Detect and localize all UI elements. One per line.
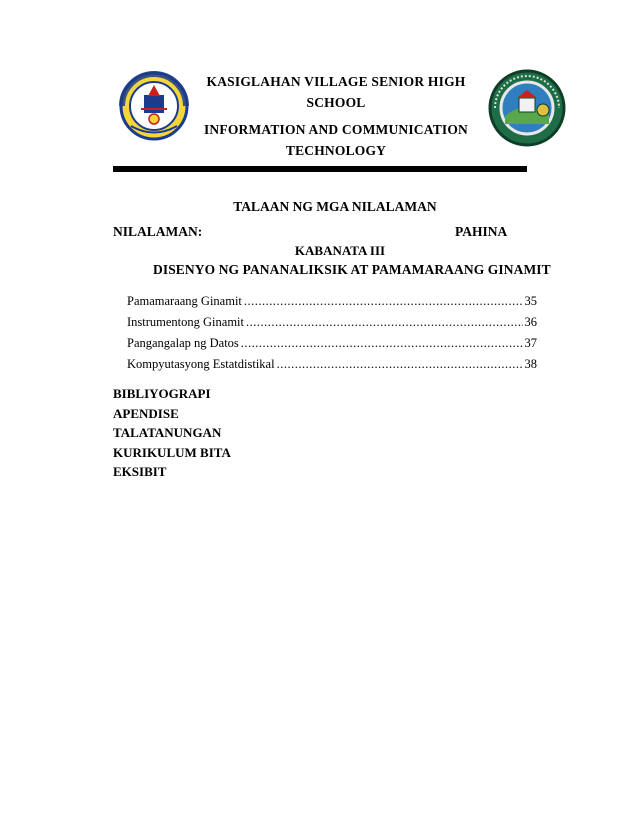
toc-entry-title: Pangangalap ng Datos [127,336,239,350]
leader-dots [246,315,523,330]
section-curriculum-vitae[interactable]: KURIKULUM BITA [113,444,231,460]
school-seal-icon [485,68,570,148]
toc-entry-page: 38 [524,357,537,371]
chapter-heading: KABANATA III [294,243,386,258]
section-exhibit[interactable]: EKSIBIT [113,464,167,479]
toc-entry-list [127,294,537,378]
leader-dots [277,357,523,372]
toc-entry[interactable] [127,315,537,336]
header-divider [113,166,527,172]
deped-seal-icon [113,71,195,141]
section-bibliography[interactable]: BIBLIYOGRAPI [113,386,211,401]
section-questionnaire[interactable]: TALATANUNGAN [113,425,222,440]
toc-entry[interactable] [127,294,537,315]
toc-entry-title: Pamamaraang Ginamit [127,294,242,308]
school-name-line2: SCHOOL [306,95,366,110]
section-appendix[interactable]: APENDISE [113,405,179,421]
toc-entry-title: Kompyutasyong Estatdistikal [127,357,275,371]
leader-dots [241,336,523,351]
strand-line1: INFORMATION AND COMMUNICATION [203,122,469,137]
toc-entry-page: 35 [524,294,537,308]
toc-title: TALAAN NG MGA NILALAMAN [233,199,437,214]
chapter-title: DISENYO NG PANANALIKSIK AT PAMAMARAANG GINAMIT [153,262,551,277]
toc-entry-page: 36 [524,315,537,329]
toc-entry[interactable] [127,336,537,357]
school-name-line1: KASIGLAHAN VILLAGE SENIOR HIGH [206,74,466,89]
strand-line2: TECHNOLOGY [285,143,387,158]
page-label: PAHINA [455,224,508,239]
leader-dots [244,294,523,309]
contents-label: NILALAMAN: [113,224,203,239]
section-list [113,384,231,482]
toc-entry[interactable] [127,357,537,378]
toc-entry-page: 37 [524,336,537,350]
toc-entry-title: Instrumentong Ginamit [127,315,244,329]
